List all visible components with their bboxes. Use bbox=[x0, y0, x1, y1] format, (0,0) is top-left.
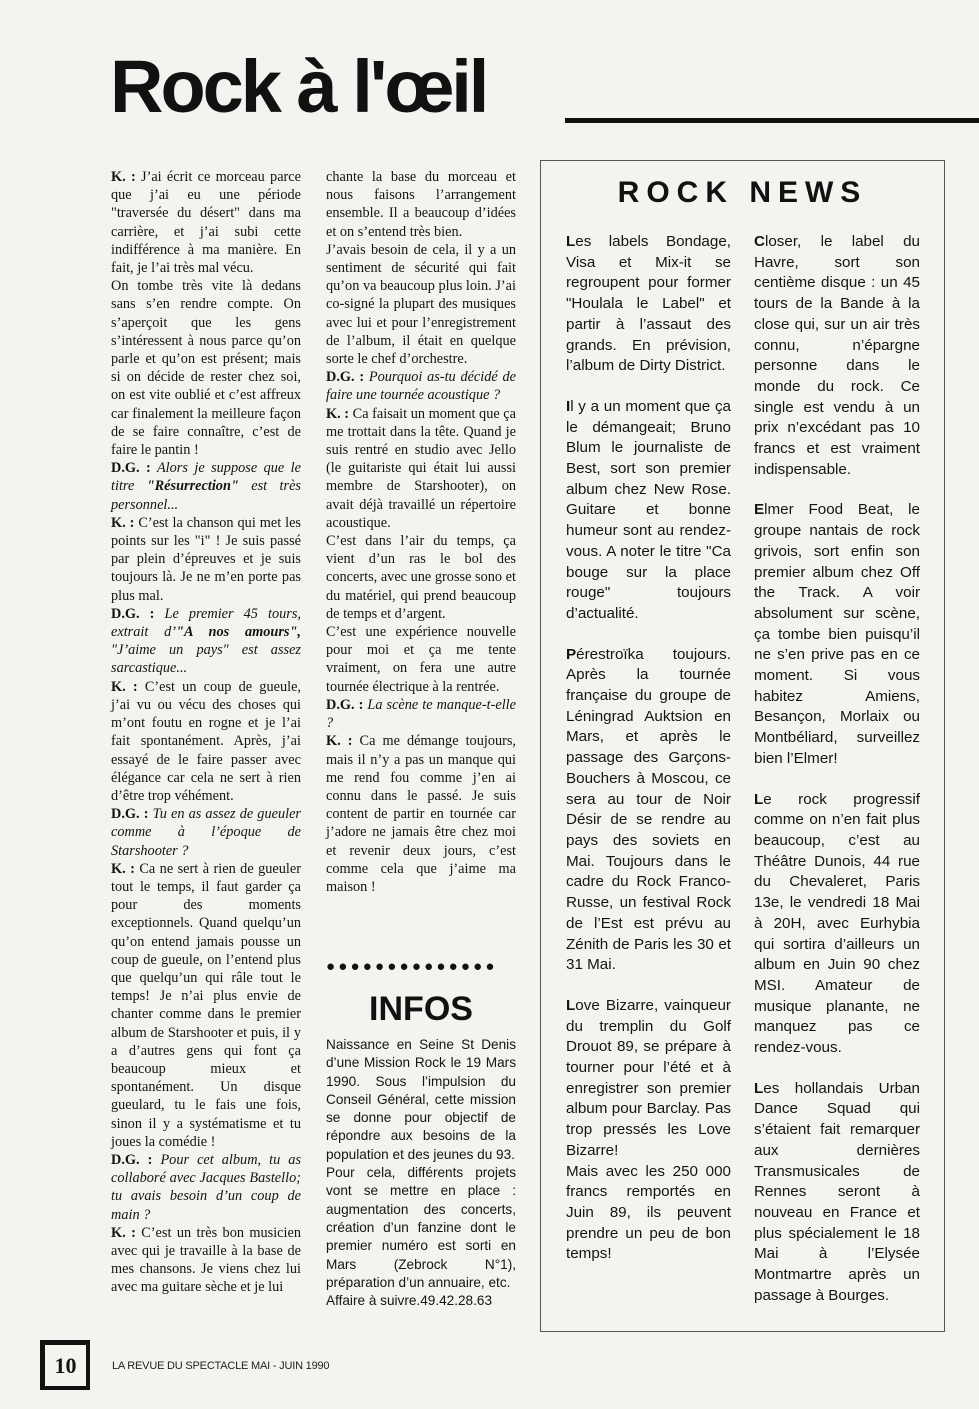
interview-paragraph bbox=[111, 514, 301, 605]
initial-letter: I bbox=[566, 397, 571, 415]
paragraph-text: J’avais besoin de cela, il y a un sentiment de sécurité qui fait qu’on va beaucoup plus loin. J’ai co-signé la plupart des musiques avec lui et pour l’enregistrement de l’album, il était en quelque sorte le chef d’orchestre. bbox=[326, 241, 516, 368]
interview-column-1 bbox=[111, 168, 301, 1297]
news-text: Mais avec les 250 000 francs remportés en Juin 89, ils peuvent prendre un peu de bon temps! bbox=[566, 1162, 731, 1263]
interview-paragraph bbox=[326, 168, 516, 241]
speaker-label: D.G. : bbox=[111, 605, 155, 622]
news-text: e rock progressif comme on n’en fait plus beaucoup, c’est au Théâtre Dunois, 44 rue du Chevaleret, Paris 13e, le vendredi 18 Mai à 20H, avec Eurhybia qui sortira d’ailleurs un album en Juin 90 chez MSI. Amateur de musique planante, ne manquez pas ce rendez-vous. bbox=[754, 790, 920, 1057]
interview-paragraph bbox=[111, 277, 301, 459]
infos-paragraph: Naissance en Seine St Denis d’une Mission Rock le 19 Mars 1990. Sous l’impulsion du Conseil Général, cette mission se donne pour objectif de répondre aux besoins de la population et des jeunes du 93. bbox=[326, 1037, 516, 1162]
paragraph-text: Ca me démange toujours, mais il n’y a pas un manque qui me rend fou comme j’en ai connu dans le passé. Je suis content de partir en tournée car j’adore ne jamais être chez moi et revenir deux jours, c’est comme cela que j’aime ma maison ! bbox=[326, 733, 517, 895]
initial-letter: L bbox=[754, 1079, 764, 1097]
interview-paragraph bbox=[111, 678, 301, 805]
interview-paragraph bbox=[111, 168, 301, 277]
speaker-label: K. : bbox=[111, 678, 138, 695]
news-item bbox=[566, 232, 731, 377]
news-text: es hollandais Urban Dance Squad qui s’étaient fait remarquer aux dernières Transmusicales de Rennes seront à nouveau en France et plus spécialement le 18 Mai à l’Elysée Montmartre après un passage à Bourges. bbox=[754, 1079, 920, 1304]
speaker-label: D.G. : bbox=[326, 369, 365, 386]
interview-paragraph bbox=[111, 805, 301, 860]
question-text: est très personnel... bbox=[111, 478, 301, 513]
infos-paragraph: Affaire à suivre.49.42.28.63 bbox=[326, 1293, 493, 1309]
speaker-label: K. : bbox=[111, 860, 135, 877]
interview-paragraph bbox=[326, 623, 516, 696]
interview-paragraph bbox=[326, 368, 516, 404]
speaker-label: K. : bbox=[111, 514, 135, 531]
rock-news-title: ROCK NEWS bbox=[617, 176, 868, 209]
speaker-label: K. : bbox=[326, 733, 353, 750]
news-item bbox=[754, 500, 920, 769]
page-title: Rock à l'œil bbox=[110, 45, 487, 128]
interview-column-2 bbox=[326, 168, 516, 896]
interview-paragraph bbox=[111, 860, 301, 1151]
news-text: érestroïka toujours. Après la tournée française du groupe de Léningrad Auktsion en Mars, et après le passage des Garçons-Bouchers à Moscou, ce sera au tour de Noir Désir de se rendre au pays des soviets en Mai. Toujours dans le cadre du Rock Franco-Russe, un festival Rock de l’Est est prévu au Zénith de Paris les 30 et 31 Mai. bbox=[566, 645, 731, 974]
speaker-label: K. : bbox=[326, 405, 350, 422]
paragraph-text: C’est dans l’air du temps, ça vient d’un ras le bol des concerts, avec une grosse sono et du matériel, qui prend beaucoup de temps et d’argent. bbox=[326, 533, 516, 622]
interview-paragraph bbox=[111, 1151, 301, 1224]
page-number: 10 bbox=[40, 1340, 90, 1390]
dot-separator: ●●●●●●●●●●●●●● bbox=[326, 958, 498, 975]
paragraph-text: J’ai écrit ce morceau parce que j’ai eu une période "traversée du désert" dans ma carrière, et j’ai subi cette indifférence à ma manière. En fait, je l’ai très mal vécu. bbox=[111, 169, 302, 277]
news-text: es labels Bondage, Visa et Mix-it se regroupent pour former "Houlala le Label" et partir à l’assaut des grands. En prévision, l’album de Dirty District. bbox=[566, 233, 731, 375]
footer-publication: LA REVUE DU SPECTACLE MAI - JUIN 1990 bbox=[112, 1360, 330, 1372]
interview-paragraph bbox=[111, 605, 301, 678]
speaker-label: D.G. : bbox=[326, 696, 364, 713]
interview-paragraph bbox=[326, 405, 516, 532]
question-text: "J’aime un pays" est assez sarcastique... bbox=[111, 642, 301, 677]
speaker-label: D.G. : bbox=[111, 806, 149, 823]
question-text: Le premier 45 tours, extrait d’ bbox=[111, 605, 301, 641]
news-item bbox=[566, 397, 731, 625]
paragraph-text: C’est un très bon musicien avec qui je travaille à la base de mes chansons. Je viens chez lui avec ma guitare sèche et je lui bbox=[111, 1224, 301, 1296]
title-rule bbox=[565, 118, 979, 123]
interview-paragraph bbox=[111, 459, 301, 514]
paragraph-text: Ca ne sert à rien de gueuler tout le temps, il faut garder ça pour des moments exceptionnels. Quand quelqu’un qu’on entend jamais pousse un coup de gueule, on l’entend plus que quelqu’un qui râle tout le temps! Je n’ai plus envie de chanter comme dans le premier album de Starshooter et puis, il y a d’autres gens qui font ça beaucoup mieux et spontanément. Un disque gueulard, tu le fais une fois, sinon il y a systématisme et tu joues la comédie ! bbox=[111, 860, 301, 1150]
rock-news-column-1 bbox=[566, 232, 731, 1285]
news-item bbox=[754, 790, 920, 1059]
question-text: Pour cet album, tu as collaboré avec Jacques Bastello; tu avais besoin d’un coup de main ? bbox=[111, 1151, 302, 1223]
paragraph-text: C’est la chanson qui met les points sur les "i" ! Je suis passé par plein d’épreuves et je suis toujours là. Je ne m’en porte pas plus mal. bbox=[111, 514, 301, 604]
speaker-label: K. : bbox=[111, 169, 136, 185]
speaker-label: D.G. : bbox=[111, 1151, 153, 1168]
album-title: "A nos amours", bbox=[176, 624, 301, 641]
speaker-label: K. : bbox=[111, 1224, 136, 1241]
news-text: l y a un moment que ça le démangeait; Bruno Blum le journaliste de Best, sort son premier album chez New Rose. Guitare et bonne humeur sont au rendez-vous. A noter le titre "Ca bouge sur la place rouge" toujours d’actualité. bbox=[566, 397, 731, 622]
paragraph-text: On tombe très vite là dedans sans s’en rendre compte. On s’aperçoit que les gens s’intéressent à nous parce qu’on parle et qu’on est présent; mais si on décide de rester chez soi, on est vite oublié et c’est affreux car finalement la meilleure façon de se faire connaître, c’est de faire le pantin ! bbox=[111, 278, 301, 459]
news-item bbox=[566, 996, 731, 1162]
initial-letter: L bbox=[566, 233, 576, 250]
question-text: Alors je suppose que le titre bbox=[111, 460, 301, 495]
question-text: Tu en as assez de gueuler comme à l’époque de Starshooter ? bbox=[111, 806, 301, 859]
interview-paragraph bbox=[111, 1224, 301, 1297]
interview-paragraph bbox=[326, 732, 516, 896]
rock-news-column-2 bbox=[754, 232, 920, 1326]
song-title: "Résurrection" bbox=[146, 478, 239, 495]
initial-letter: L bbox=[566, 996, 576, 1014]
interview-paragraph bbox=[326, 696, 516, 732]
paragraph-text: C’est une expérience nouvelle pour moi et ça me tente vraiment, on fera une autre tournée électrique à la rentrée. bbox=[326, 624, 516, 695]
paragraph-text: C’est un coup de gueule, j’ai vu ou vécu des choses qui m’ont foutu en rogne et je l’ai fait spontanément. Après, j’ai essayé de le faire passer avec élégance car cela ne sert à rien d’être trop véhément. bbox=[111, 678, 301, 804]
news-item bbox=[566, 645, 731, 976]
news-item bbox=[566, 1162, 731, 1266]
news-text: ove Bizarre, vainqueur du tremplin du Golf Drouot 89, se prépare à tourner pour l’été et à enregistrer son premier album pour Barclay. Pas trop pressés les Love Bizarre! bbox=[566, 996, 731, 1159]
news-text: lmer Food Beat, le groupe nantais de rock grivois, sort enfin son premier album chez Off the Track. A voir absolument sur scène, ça tombe bien puisqu’il ne s’en prive pas en ce moment. Si vous habitez Amiens, Besançon, Morlaix ou Montbéliard, surveillez bien l’Elmer! bbox=[754, 501, 920, 767]
question-text: Pourquoi as-tu décidé de faire une tournée acoustique ? bbox=[326, 369, 516, 404]
infos-title: INFOS bbox=[369, 990, 473, 1028]
interview-paragraph bbox=[326, 532, 516, 623]
infos-paragraph: Pour cela, différents projets vont se mettre en place : augmentation des concerts, création d’un fanzine dont le premier numéro est sorti en Mars (Zebrock N°1), préparation d’un annuaire, etc. bbox=[326, 1165, 516, 1290]
initial-letter: P bbox=[566, 645, 577, 663]
news-text: loser, le label du Havre, sort son centième disque : un 45 tours de la Bande à la close qui, sur un air très connu, n’épargne personne dans le monde du rock. Ce single est vendu à un prix n’excédant pas 10 francs et est vraiment indispensable. bbox=[754, 233, 920, 478]
news-item bbox=[754, 1079, 920, 1307]
speaker-label: D.G. : bbox=[111, 460, 151, 477]
initial-letter: E bbox=[754, 501, 765, 519]
paragraph-text: Ca faisait un moment que ça me trottait dans la tête. Quand je suis rentré en studio avec Jello (le guitariste qui était lui aussi membre de Starshooter), on avait déjà travaillé un répertoire acoustique. bbox=[326, 405, 516, 531]
paragraph-text: chante la base du morceau et nous faisons l’arrangement ensemble. Il a beaucoup d’idées et on s’entend très bien. bbox=[326, 169, 516, 240]
news-item bbox=[754, 232, 920, 480]
initial-letter: C bbox=[754, 233, 765, 250]
initial-letter: L bbox=[754, 790, 764, 808]
interview-paragraph bbox=[326, 241, 516, 368]
question-text: La scène te manque-t-elle ? bbox=[326, 696, 516, 732]
infos-body bbox=[326, 1036, 516, 1310]
